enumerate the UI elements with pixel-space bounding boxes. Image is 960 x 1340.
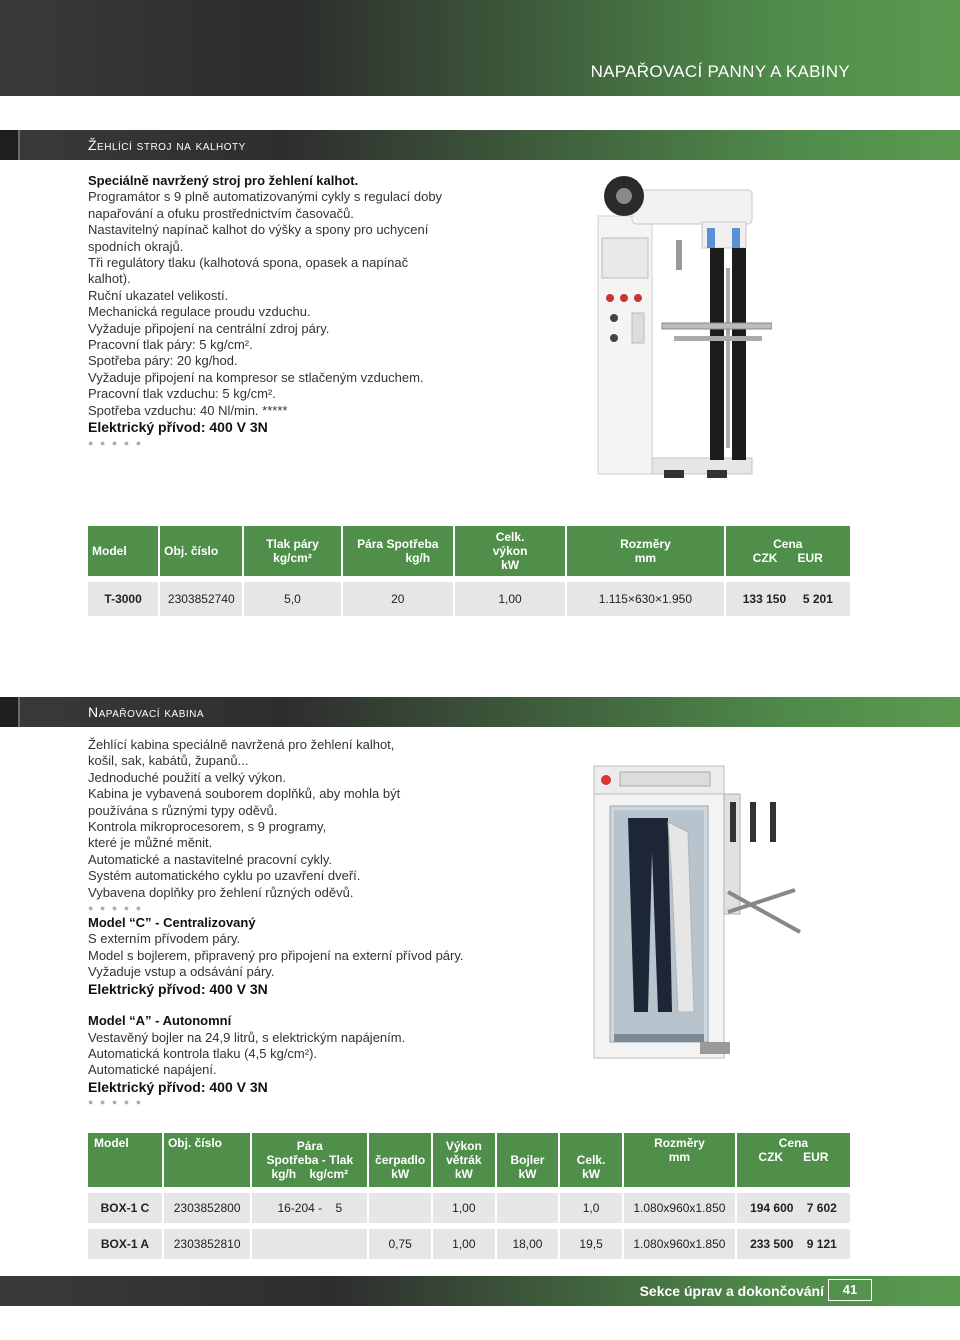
desc-line: Žehlící kabina speciálně navržená pro žehlení kalhot, bbox=[88, 737, 395, 752]
col-ventilator bbox=[433, 1133, 495, 1187]
section-header-pant-press bbox=[0, 130, 960, 160]
col-celk-label: Celk. bbox=[495, 530, 525, 544]
cell-model: BOX-1 C bbox=[88, 1193, 162, 1223]
col-tlak bbox=[244, 526, 340, 576]
cell-ventilator: 1,00 bbox=[433, 1229, 495, 1259]
table-row bbox=[88, 1193, 850, 1223]
col-obj: Obj. číslo bbox=[160, 526, 242, 576]
decorative-dots: ● ● ● ● ● bbox=[88, 437, 144, 448]
col-cena bbox=[737, 1133, 850, 1187]
col-czk-label: CZK bbox=[758, 1150, 784, 1164]
col-bojler-unit: kW bbox=[518, 1167, 537, 1181]
spec-table-pant-press bbox=[86, 526, 852, 616]
cell-spotreba-tlak bbox=[252, 1193, 367, 1223]
col-celk-label: Celk. bbox=[576, 1153, 606, 1167]
desc-line: Tři regulátory tlaku (kalhotová spona, opasek a napínač bbox=[88, 255, 409, 271]
cell-rozmery: 1.080x960x1.850 bbox=[624, 1229, 735, 1259]
desc-line: Kontrola mikroprocesorem, s 9 programy, bbox=[88, 819, 327, 835]
col-vykon-unit: kW bbox=[501, 558, 520, 572]
col-vykon-label: Výkon bbox=[445, 1139, 482, 1153]
col-rozmery bbox=[624, 1133, 735, 1187]
col-vykon bbox=[455, 526, 565, 576]
footer-section-label: Sekce úprav a dokončování bbox=[639, 1283, 824, 1299]
cell-eur: 7 602 bbox=[806, 1201, 837, 1215]
desc-line: košil, sak, kabátů, županů... bbox=[88, 753, 249, 769]
col-eur-label: EUR bbox=[803, 1150, 829, 1164]
decorative-dots: ● ● ● ● ● bbox=[88, 903, 144, 914]
col-cerpadlo-label: čerpadlo bbox=[375, 1153, 426, 1167]
desc-line: Mechanická regulace proudu vzduchu. bbox=[88, 304, 311, 320]
desc-line: Jednoduché použití a velký výkon. bbox=[88, 769, 287, 785]
col-kgcm-unit: kg/cm² bbox=[309, 1167, 349, 1181]
col-obj: Obj. číslo bbox=[164, 1133, 250, 1187]
table-row bbox=[88, 582, 850, 616]
col-cerpadlo-unit: kW bbox=[391, 1167, 410, 1181]
cell-obj: 2303852810 bbox=[164, 1229, 250, 1259]
desc-line: Programátor s 9 plně automatizovanými cykly s regulací doby bbox=[88, 189, 443, 205]
col-rozmery bbox=[567, 526, 723, 576]
cell-cena bbox=[737, 1193, 850, 1223]
cell-celk: 1,0 bbox=[560, 1193, 622, 1223]
cell-cena bbox=[726, 582, 850, 616]
col-tlak-label: Tlak páry bbox=[266, 537, 319, 551]
col-model: Model bbox=[88, 526, 158, 576]
page-title: NAPAŘOVACÍ PANNY A KABINY bbox=[590, 62, 850, 81]
desc-line: napařování a ofuku prostřednictvím časovačů. bbox=[88, 205, 354, 221]
cell-cerpadlo bbox=[369, 1193, 431, 1223]
cell-czk: 233 500 bbox=[750, 1237, 794, 1251]
col-cena bbox=[726, 526, 850, 576]
desc-line: Nastavitelný napínač kalhot do výšky a spony pro uchycení bbox=[88, 222, 429, 238]
col-tlak-unit: kg/cm² bbox=[273, 551, 312, 565]
desc-line: Vybavena doplňky pro žehlení různých oděvů. bbox=[88, 884, 354, 900]
cell-vykon: 1,00 bbox=[455, 582, 565, 616]
page-footer bbox=[0, 1276, 960, 1306]
cell-tlak: 5 bbox=[335, 1201, 343, 1215]
col-bojler bbox=[497, 1133, 559, 1187]
desc-line: Systém automatického cyklu po uzavření dveří. bbox=[88, 868, 361, 884]
col-kgh-unit: kg/h bbox=[271, 1167, 297, 1181]
desc-line: Vestavěný bojler na 24,9 litrů, s elektrickým napájením. bbox=[88, 1029, 406, 1045]
desc-line: Pracovní tlak páry: 5 kg/cm². bbox=[88, 337, 253, 353]
desc-line: Model s bojlerem, připravený pro připojení na externí přívod páry. bbox=[88, 947, 464, 963]
desc-line: Spotřeba vzduchu: 40 Nl/min. ***** bbox=[88, 402, 288, 418]
desc-line: Pracovní tlak vzduchu: 5 kg/cm². bbox=[88, 386, 276, 402]
cell-eur: 9 121 bbox=[806, 1237, 837, 1251]
product-description bbox=[88, 173, 488, 450]
desc-line: Vyžaduje připojení na centrální zdroj páry. bbox=[88, 320, 330, 336]
cell-cena bbox=[737, 1229, 850, 1259]
col-cerpadlo bbox=[369, 1133, 431, 1187]
col-para-spotreba bbox=[343, 526, 453, 576]
col-ventilator-label: větrák bbox=[446, 1153, 482, 1167]
lead-text: Speciálně navržený stroj pro žehlení kalhot. bbox=[88, 173, 359, 188]
spec-table-steam-cabin bbox=[86, 1133, 852, 1259]
table-row bbox=[88, 1229, 850, 1259]
col-spotreba-tlak-label: Spotřeba - Tlak bbox=[266, 1153, 354, 1167]
desc-line: které je můžné měnit. bbox=[88, 835, 213, 851]
cell-tlak: 5,0 bbox=[244, 582, 340, 616]
cell-eur: 5 201 bbox=[802, 592, 833, 606]
cell-model: BOX-1 A bbox=[88, 1229, 162, 1259]
model-a-title: Model “A” - Autonomní bbox=[88, 1013, 232, 1029]
col-para-label: Pára bbox=[357, 537, 384, 551]
page-header bbox=[0, 0, 960, 96]
desc-line: Spotřeba páry: 20 kg/hod. bbox=[88, 353, 238, 369]
col-vykon-label: výkon bbox=[492, 544, 528, 558]
desc-line: používána s různými typy oděvů. bbox=[88, 802, 278, 818]
cell-bojler bbox=[497, 1193, 559, 1223]
cabin-description bbox=[88, 737, 488, 1109]
cell-spotreba: 16-204 - bbox=[277, 1201, 323, 1215]
desc-line: Vyžaduje vstup a odsávání páry. bbox=[88, 964, 275, 980]
cell-celk: 19,5 bbox=[560, 1229, 622, 1259]
cell-spotreba-tlak bbox=[252, 1229, 367, 1259]
col-spotreba-unit: kg/h bbox=[405, 551, 431, 565]
model-c-title: Model “C” - Centralizovaný bbox=[88, 915, 256, 931]
cell-ventilator: 1,00 bbox=[433, 1193, 495, 1223]
col-cena-label: Cena bbox=[778, 1136, 809, 1150]
power-supply: Elektrický přívod: 400 V 3N bbox=[88, 980, 268, 997]
desc-line: Automatické napájení. bbox=[88, 1062, 217, 1078]
desc-line: Automatické a nastavitelné pracovní cykly. bbox=[88, 851, 332, 867]
section-header-steam-cabin bbox=[0, 697, 960, 727]
desc-line: Ruční ukazatel velikostí. bbox=[88, 287, 229, 303]
desc-line: Automatická kontrola tlaku (4,5 kg/cm²). bbox=[88, 1045, 318, 1061]
col-para-label: Pára bbox=[296, 1139, 323, 1153]
power-supply: Elektrický přívod: 400 V 3N bbox=[88, 1078, 268, 1095]
power-supply: Elektrický přívod: 400 V 3N bbox=[88, 419, 268, 436]
col-rozmery-unit: mm bbox=[668, 1150, 691, 1164]
cell-obj: 2303852800 bbox=[164, 1193, 250, 1223]
desc-line: spodních okrajů. bbox=[88, 238, 184, 254]
col-eur-label: EUR bbox=[797, 551, 823, 565]
page-number: 41 bbox=[828, 1279, 872, 1301]
col-cena-label: Cena bbox=[773, 537, 803, 551]
cell-spotreba: 20 bbox=[343, 582, 453, 616]
cell-cerpadlo: 0,75 bbox=[369, 1229, 431, 1259]
cell-bojler: 18,00 bbox=[497, 1229, 559, 1259]
col-celk-unit: kW bbox=[582, 1167, 601, 1181]
col-ventilator-unit: kW bbox=[454, 1167, 473, 1181]
col-rozmery-label: Rozměry bbox=[654, 1136, 705, 1150]
cell-obj: 2303852740 bbox=[160, 582, 242, 616]
col-rozmery-label: Rozměry bbox=[620, 537, 671, 551]
col-para bbox=[252, 1133, 367, 1187]
section-title: Žehlící stroj na kalhoty bbox=[88, 137, 246, 153]
col-spotreba-label: Spotřeba bbox=[386, 537, 439, 551]
cell-rozmery: 1.115×630×1.950 bbox=[567, 582, 723, 616]
desc-line: S externím přívodem páry. bbox=[88, 931, 241, 947]
col-bojler-label: Bojler bbox=[510, 1153, 545, 1167]
desc-line: kalhot). bbox=[88, 271, 131, 287]
cell-czk: 133 150 bbox=[742, 592, 787, 606]
pant-press-photo bbox=[592, 168, 772, 486]
decorative-dots: ● ● ● ● ● bbox=[88, 1097, 144, 1108]
steam-cabin-photo bbox=[590, 762, 808, 1064]
cell-model: T-3000 bbox=[88, 582, 158, 616]
desc-line: Kabina je vybavená souborem doplňků, aby mohla být bbox=[88, 786, 401, 802]
col-celk bbox=[560, 1133, 622, 1187]
col-czk-label: CZK bbox=[752, 551, 778, 565]
desc-line: Vyžaduje připojení na kompresor se stlačeným vzduchem. bbox=[88, 369, 424, 385]
cell-rozmery: 1.080x960x1.850 bbox=[624, 1193, 735, 1223]
cell-czk: 194 600 bbox=[750, 1201, 794, 1215]
section-title: Napařovací kabina bbox=[88, 704, 205, 720]
col-model: Model bbox=[88, 1133, 162, 1187]
col-rozmery-unit: mm bbox=[634, 551, 657, 565]
